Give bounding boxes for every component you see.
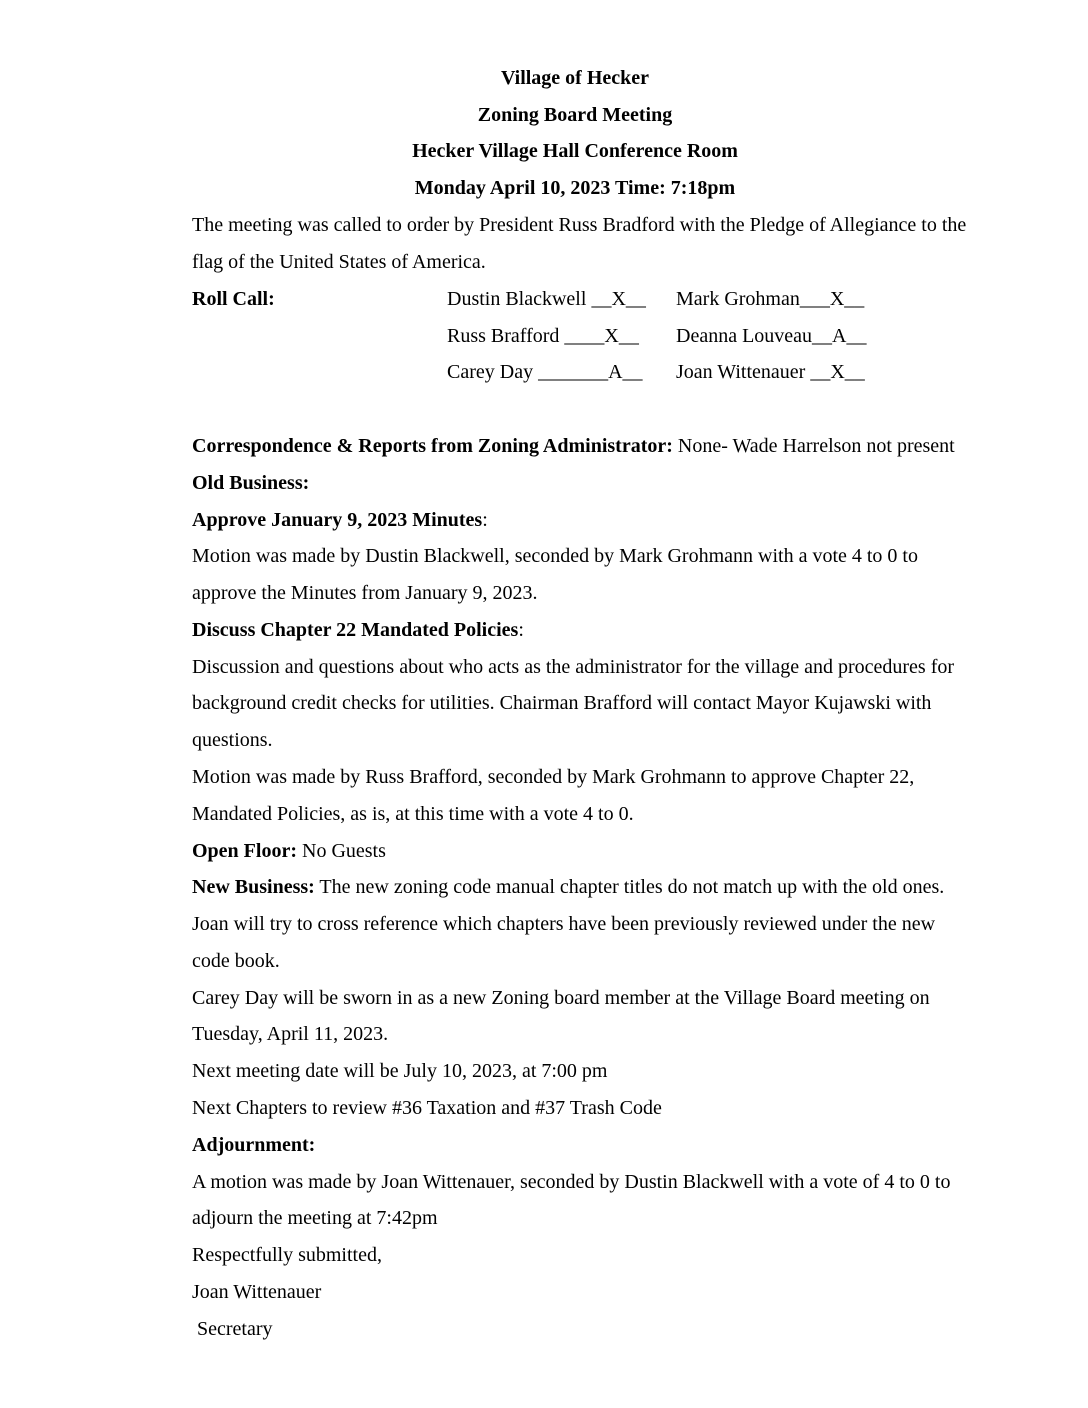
roll-call-mark: __A__ bbox=[812, 325, 867, 347]
signer-name: Joan Wittenauer bbox=[192, 1281, 322, 1303]
new-business-line-6: Next meeting date will be July 10, 2023, at 7:00 pm bbox=[192, 1060, 608, 1082]
correspondence-line bbox=[192, 434, 955, 458]
approve-minutes-heading bbox=[192, 508, 488, 532]
chapter22-line-3: questions. bbox=[192, 729, 273, 751]
roll-call-label: Roll Call: bbox=[192, 288, 275, 310]
open-floor-label: Open Floor: bbox=[192, 840, 297, 862]
roll-call-mark: _______A__ bbox=[533, 361, 643, 383]
meeting-location: Hecker Village Hall Conference Room bbox=[412, 140, 738, 162]
new-business-line-7: Next Chapters to review #36 Taxation and #37 Trash Code bbox=[192, 1097, 662, 1119]
roll-call-mark: __X__ bbox=[805, 361, 865, 383]
old-business-heading: Old Business: bbox=[192, 472, 310, 494]
roll-call-name: Mark Grohman bbox=[676, 288, 800, 310]
correspondence-text: None- Wade Harrelson not present bbox=[672, 435, 955, 457]
approve-minutes-label: Approve January 9, 2023 Minutes bbox=[192, 509, 483, 531]
chapter22-line-5: Mandated Policies, as is, at this time with a vote 4 to 0. bbox=[192, 803, 634, 825]
new-business-line-3: code book. bbox=[192, 950, 280, 972]
roll-call-entry bbox=[676, 324, 867, 348]
chapter22-colon: : bbox=[518, 619, 524, 641]
new-business-line-1 bbox=[192, 875, 944, 899]
roll-call-entry bbox=[447, 360, 643, 384]
approve-minutes-line-1: Motion was made by Dustin Blackwell, seconded by Mark Grohmann with a vote 4 to 0 to bbox=[192, 545, 918, 567]
roll-call-name: Carey Day bbox=[447, 361, 534, 383]
roll-call-mark: ____X__ bbox=[559, 325, 639, 347]
chapter22-line-2: background credit checks for utilities. Chairman Brafford will contact Mayor Kujawski with bbox=[192, 692, 932, 714]
new-business-line-5: Tuesday, April 11, 2023. bbox=[192, 1023, 389, 1045]
adjournment-line-2: adjourn the meeting at 7:42pm bbox=[192, 1207, 438, 1229]
chapter22-label: Discuss Chapter 22 Mandated Policies bbox=[192, 619, 519, 641]
chapter22-line-1: Discussion and questions about who acts as the administrator for the village and procedures for bbox=[192, 656, 955, 678]
roll-call-mark: ___X__ bbox=[799, 288, 865, 310]
open-floor-text: No Guests bbox=[297, 840, 386, 862]
new-business-text: The new zoning code manual chapter titles do not match up with the old ones. bbox=[314, 876, 945, 898]
signer-title: Secretary bbox=[197, 1318, 273, 1340]
adjournment-line-1: A motion was made by Joan Wittenauer, seconded by Dustin Blackwell with a vote of 4 to 0 to bbox=[192, 1171, 951, 1193]
chapter22-heading bbox=[192, 618, 524, 642]
document-title: Village of Hecker bbox=[500, 67, 650, 89]
roll-call-entry bbox=[447, 324, 639, 348]
roll-call-name: Russ Brafford bbox=[447, 325, 560, 347]
roll-call-entry bbox=[676, 287, 864, 311]
roll-call-name: Joan Wittenauer bbox=[676, 361, 806, 383]
meeting-date-time: Monday April 10, 2023 Time: 7:18pm bbox=[414, 177, 736, 199]
new-business-line-2: Joan will try to cross reference which chapters have been previously reviewed under the new bbox=[192, 913, 936, 935]
meeting-name: Zoning Board Meeting bbox=[477, 104, 673, 126]
intro-line-2: flag of the United States of America. bbox=[192, 251, 486, 273]
new-business-label: New Business: bbox=[192, 876, 315, 898]
chapter22-line-4: Motion was made by Russ Brafford, seconded by Mark Grohmann to approve Chapter 22, bbox=[192, 766, 915, 788]
new-business-line-4: Carey Day will be sworn in as a new Zoning board member at the Village Board meeting on bbox=[192, 987, 930, 1009]
approve-minutes-colon: : bbox=[482, 509, 488, 531]
approve-minutes-line-2: approve the Minutes from January 9, 2023. bbox=[192, 582, 538, 604]
open-floor-line bbox=[192, 839, 386, 863]
adjournment-heading: Adjournment: bbox=[192, 1134, 316, 1156]
roll-call-name: Dustin Blackwell bbox=[447, 288, 587, 310]
roll-call-mark: __X__ bbox=[586, 288, 646, 310]
closing-line: Respectfully submitted, bbox=[192, 1244, 382, 1266]
roll-call-name: Deanna Louveau bbox=[676, 325, 813, 347]
correspondence-label: Correspondence & Reports from Zoning Administrator: bbox=[192, 435, 673, 457]
roll-call-entry bbox=[447, 287, 646, 311]
intro-line-1: The meeting was called to order by President Russ Bradford with the Pledge of Allegiance to the bbox=[192, 214, 967, 236]
roll-call-entry bbox=[676, 360, 865, 384]
